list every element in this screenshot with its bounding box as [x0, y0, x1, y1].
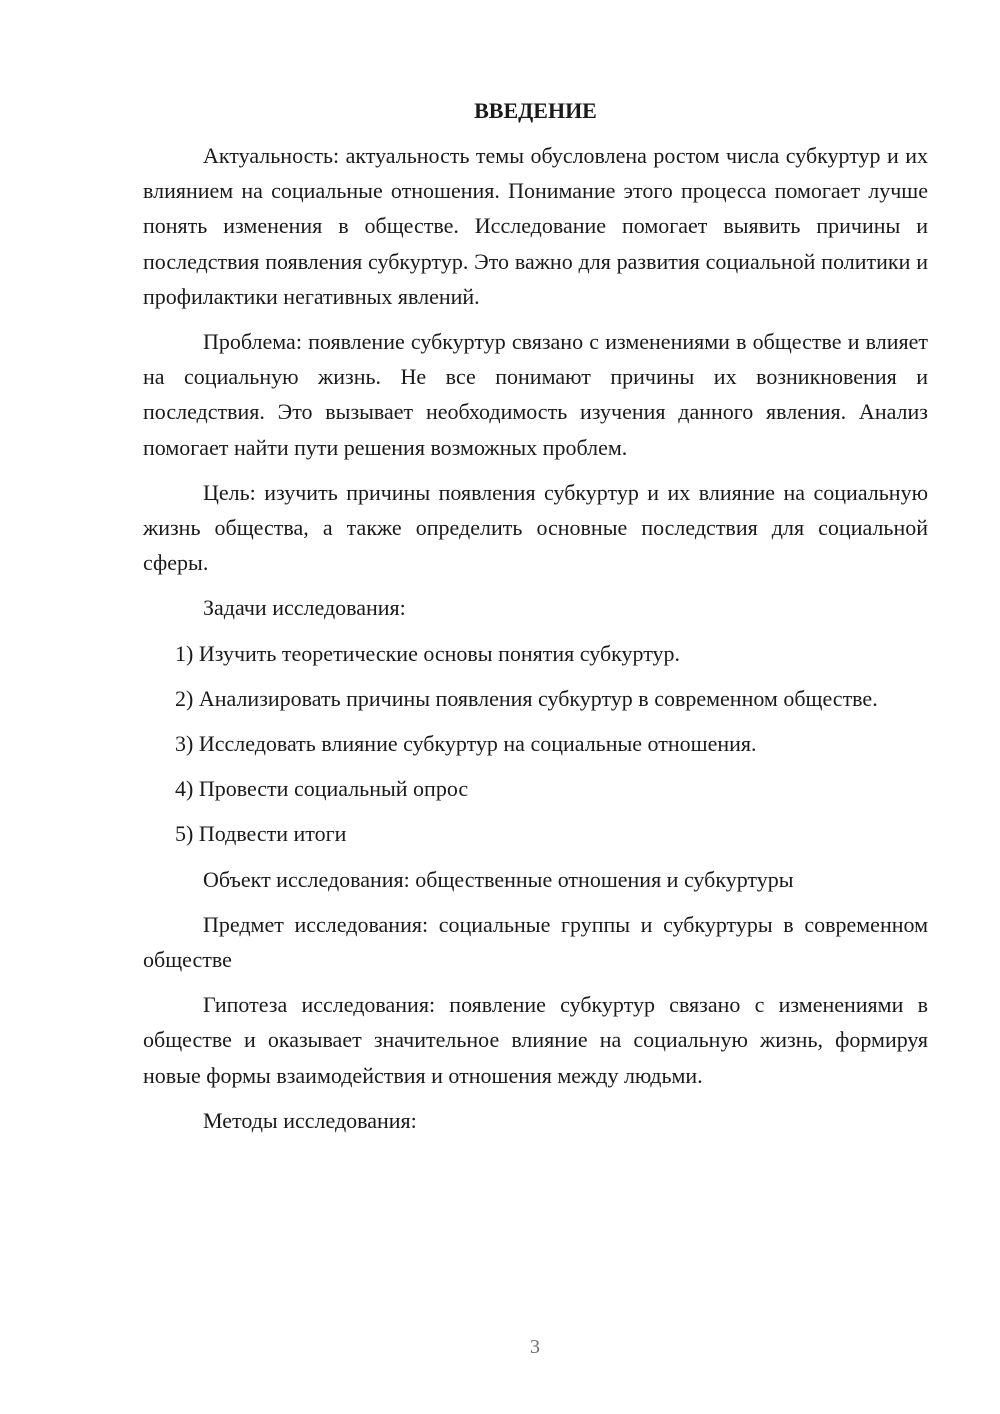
task-item-1: 1) Изучить теоретические основы понятия субкуртур. — [175, 640, 681, 666]
section-title: ВВЕДЕНИЕ — [474, 98, 597, 123]
paragraph-hypothesis: Гипотеза исследования: появление субкуртур связано с изменениями в обществе и оказывает значительное влияние на социальную жизнь, формируя новые формы взаимодействия и отношения между людьми. — [143, 992, 928, 1088]
paragraph-problem: Проблема: появление субкуртур связано с изменениями в обществе и влияет на социальную жизнь. Не все понимают причины их возникновения и последствия. Это вызывает необходимость изучения данного явления. Анализ помогает найти пути решения возможных проблем. — [143, 329, 928, 460]
paragraph-goal: Цель: изучить причины появления субкуртур и их влияние на социальную жизнь общества, а также определить основные последствия для социальной сферы. — [143, 479, 928, 576]
task-item-4: 4) Провести социальный опрос — [175, 776, 469, 802]
task-item-2: 2) Анализировать причины появления субкуртур в современном обществе. — [175, 685, 878, 711]
document-body — [143, 94, 928, 1148]
page-number: 3 — [530, 1336, 540, 1358]
paragraph-object: Объект исследования: общественные отношения и субкуртуры — [203, 866, 794, 892]
paragraph-tasks-heading: Задачи исследования: — [203, 595, 406, 621]
task-item-3: 3) Исследовать влияние субкуртур на социальные отношения. — [175, 731, 757, 757]
task-item-5: 5) Подвести итоги — [175, 821, 347, 847]
paragraph-subject: Предмет исследования: социальные группы и субкуртуры в современном обществе — [143, 911, 928, 973]
paragraph-relevance: Актуальность: актуальность темы обусловлена ростом числа субкуртур и их влиянием на социальные отношения. Понимание этого процесса помогает лучше понять изменения в обществе. Исследование помогает выявить причины и последствия появления субкуртур. Это важно для развития социальной политики и профилактики негативных явлений. — [143, 143, 928, 309]
paragraph-methods: Методы исследования: — [203, 1107, 417, 1133]
